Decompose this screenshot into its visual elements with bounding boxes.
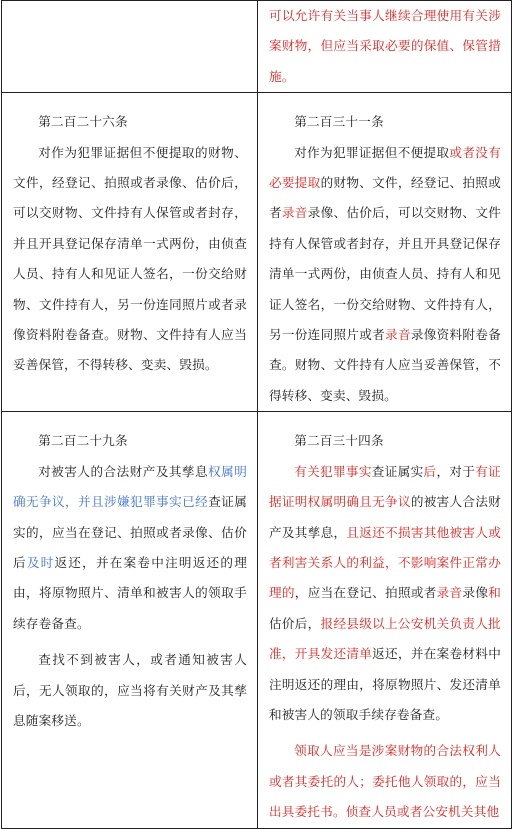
text-segment: 的被害人合法财产及其孳息， <box>269 494 502 540</box>
article-title: 第二百二十九条 <box>38 433 128 449</box>
highlighted-text-red: 和 <box>488 585 502 601</box>
table-row <box>2 412 512 828</box>
highlighted-text-red: 录音 <box>436 585 463 601</box>
text-segment: 录像、估价后，可以交财物、文件持有人保管或者封存，并且开具登记保存清单一式两份，由侦查人员、持有人和见证人签名，一份交给财物、文件持有人，另一份连同照片或者 <box>269 205 502 343</box>
comparison-table <box>1 0 512 829</box>
paragraph <box>13 645 247 736</box>
highlighted-text-red: 后 <box>423 463 437 479</box>
text-segment: 返还，并在案卷中注明返还的理由，将原物照片、清单和被害人的领取手续存卷备查。 <box>13 554 247 631</box>
paragraph <box>13 138 247 381</box>
left-cell <box>2 93 258 412</box>
text-segment: ，对于 <box>436 463 476 479</box>
text-segment: 的财物、文件，经登记、拍照或者 <box>269 175 501 221</box>
highlighted-text-red: 有证据证明权属明确且无争议 <box>269 463 501 510</box>
highlighted-text-red: 录音 <box>281 205 308 221</box>
right-cell <box>258 1 512 93</box>
text-segment: ，应当在登记、拍照或者 <box>294 585 437 601</box>
highlighted-text-red: 且返还不损害其他被害人或者利害关系人的利益，不影响案件正常办理的 <box>269 524 502 601</box>
text-segment: 估价后， <box>269 615 321 631</box>
right-cell <box>258 93 512 412</box>
left-cell <box>2 412 258 828</box>
highlighted-text-red: 可以允许有关当事人继续合理使用有关涉案财物，但应当采取必要的保值、保管措施。 <box>269 8 501 84</box>
article-title: 第二百三十四条 <box>294 433 384 449</box>
left-cell-empty <box>2 1 258 93</box>
right-cell <box>258 412 512 828</box>
text-segment: 查找不到被害人，或者通知被害人后，无人领取的，应当将有关财产及其孳息随案移送。 <box>13 652 247 728</box>
highlighted-text-red: 领取人应当是涉案财物的合法权利人或者其委托的人；委托他人领取的，应当出具委托书。侦查人员或者公安机关其他 <box>269 743 501 820</box>
highlighted-text-red: 报经县级以上公安机关负责人批准，开具发还清单 <box>269 615 501 662</box>
paragraph <box>269 1 501 92</box>
highlighted-text-blue: 及时 <box>26 554 55 570</box>
highlighted-text-red: 录音 <box>385 327 411 343</box>
text-segment: 录像 <box>462 585 489 601</box>
text-segment: 对被害人的合法财产及其孳息 <box>38 463 209 479</box>
paragraph <box>13 457 247 639</box>
text-segment: 录像资料附卷备查。财物、文件持有人应当妥善保管，不得转移、变卖、毁损。 <box>269 327 501 403</box>
table-row <box>2 1 512 93</box>
article-title: 第二百二十六条 <box>38 114 128 130</box>
article-title: 第二百三十一条 <box>294 114 384 130</box>
highlighted-text-red: 或者没有必要提取 <box>269 144 501 191</box>
text-segment: 查证属实的，应当在登记、拍照或者录像、估价后 <box>13 494 248 570</box>
paragraph <box>269 736 501 827</box>
table-row <box>2 93 512 412</box>
paragraph <box>269 138 501 412</box>
text-segment: 返还，并在案卷材料中注明返还的理由，将原物照片、发还清单和被害人的领取手续存卷备查。 <box>269 646 501 722</box>
highlighted-text-blue: 权属明确无争议，并且涉嫌犯罪事实已经 <box>13 463 247 510</box>
paragraph <box>269 457 501 731</box>
text-segment: 对作为犯罪证据但不便提取 <box>294 144 450 160</box>
highlighted-text-red: 有关犯罪事实 <box>294 463 372 479</box>
text-segment: 对作为犯罪证据但不便提取的财物、文件，经登记、拍照或者录像、估价后，可以交财物、文件持有人保管或者封存，并且开具登记保存清单一式两份，由侦查人员、持有人和见证人签名，一份交给财物、文件持有人，另一份连同照片或者录像资料附卷备查。财物、文件持有人应当妥善保管，不得转移、变卖、毁损。 <box>13 144 247 373</box>
text-segment: 查证属实 <box>371 463 424 479</box>
